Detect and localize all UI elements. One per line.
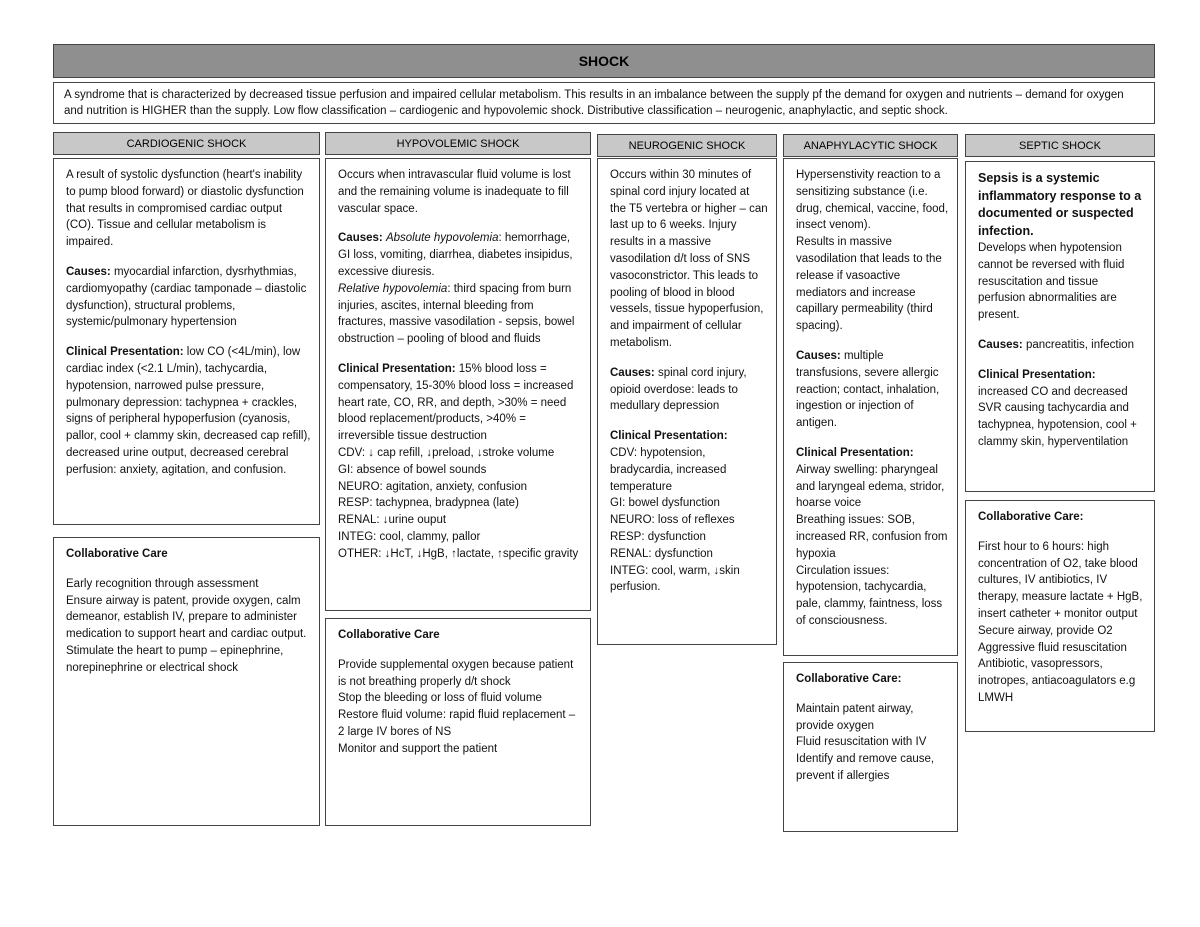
hypovolemic-line: INTEG: cool, clammy, pallor <box>338 530 481 543</box>
anaphylactic-causes: Causes: multiple transfusions, severe allergic reaction; contact, inhalation, ingestion or injection of antigen. <box>796 349 940 430</box>
cardiogenic-clinical: Clinical Presentation: low CO (<4L/min), low cardiac index (<2.1 L/min), tachycardia, hypotension, narrowed pulse pressure, pulmonary depression: tachypnea + crackles, signs of peripheral hypoperfusion (cyanosis, pallor, cool + clammy skin, decreased cap refill), decreased urine output, decreased cerebral perfusion: anxiety, agitation, and confusion. <box>66 346 311 476</box>
anaphylactic-line: Airway swelling: pharyngeal and laryngeal edema, stridor, hoarse voice <box>796 463 945 510</box>
hypovolemic-body <box>325 158 591 611</box>
cardiogenic-header: CARDIOGENIC SHOCK <box>53 132 320 155</box>
neurogenic-causes: Causes: spinal cord injury, opioid overdose: leads to medullary depression <box>610 366 747 413</box>
neurogenic-line: RESP: dysfunction <box>610 530 706 543</box>
anaphylactic-clinical-label: Clinical Presentation: <box>796 446 914 459</box>
hypovolemic-relative: Relative hypovolemia: third spacing from burn injuries, ascites, internal bleeding from fractures, massive vasodilation - sepsis, bowel obstruction – pooling of blood and fluids <box>338 282 575 346</box>
neurogenic-line: CDV: hypotension, bradycardia, increased temperature <box>610 446 727 493</box>
neurogenic-line: INTEG: cool, warm, ↓skin perfusion. <box>610 564 740 594</box>
hypovolemic-line: OTHER: ↓HcT, ↓HgB, ↑lactate, ↑specific gravity <box>338 547 579 560</box>
care-line: Provide supplemental oxygen because patient is not breathing properly d/t shock <box>338 658 574 688</box>
neurogenic-clinical-label: Clinical Presentation: <box>610 430 728 443</box>
care-line: Ensure airway is patent, provide oxygen, calm demeanor, establish IV, prepare to administer medication to support heart and cardiac output. <box>66 594 307 641</box>
anaphylactic-line: Breathing issues: SOB, increased RR, confusion from hypoxia <box>796 514 948 560</box>
care-line: Stimulate the heart to pump – epinephrine, norepinephrine or electrical shock <box>66 644 284 674</box>
hypovolemic-clinical: Clinical Presentation: 15% blood loss = compensatory, 15-30% blood loss = increased heart rate, CO, RR, and depth, >30% = need blood replacement/products, >40% = irreversible tissue destruction <box>338 362 574 443</box>
care-line: Antibiotic, vasopressors, inotropes, antiacoagulators e.g LMWH <box>978 658 1136 704</box>
cardiogenic-care-title: Collaborative Care <box>66 548 168 560</box>
care-line: Fluid resuscitation with IV <box>796 736 927 749</box>
care-line: First hour to 6 hours: high concentration of O2, take blood cultures, IV antibiotics, IV therapy, measure lactate + HgB, insert catheter + monitor output <box>978 540 1143 620</box>
hypovolemic-care <box>325 618 591 826</box>
hypovolemic-header: HYPOVOLEMIC SHOCK <box>325 132 591 155</box>
hypovolemic-care-title: Collaborative Care <box>338 629 440 641</box>
neurogenic-line: GI: bowel dysfunction <box>610 497 720 510</box>
care-line: Early recognition through assessment <box>66 577 259 590</box>
hypovolemic-description: Occurs when intravascular fluid volume is lost and the remaining volume is inadequate to fill vascular space. <box>338 169 571 215</box>
anaphylactic-description-2: Results in massive vasodilation that leads to the release if vasoactive mediators and increase capillary permeability (third spacing). <box>796 236 942 333</box>
anaphylactic-body <box>783 158 958 656</box>
neurogenic-body <box>597 158 777 645</box>
septic-header: SEPTIC SHOCK <box>965 134 1155 157</box>
cardiogenic-body <box>53 158 320 525</box>
care-line: Maintain patent airway, provide oxygen <box>796 702 914 732</box>
septic-clinical-label: Clinical Presentation: <box>978 368 1096 381</box>
septic-clinical: increased CO and decreased SVR causing tachycardia and tachypnea, hypotension, cool + clammy skin, hyperventilation <box>978 385 1137 448</box>
anaphylactic-header: ANAPHYLACYTIC SHOCK <box>783 134 958 157</box>
intro-definition: A syndrome that is characterized by decreased tissue perfusion and impaired cellular metabolism. This results in an imbalance between the supply pf the demand for oxygen and nutrients – demand for oxygen and nutrition is HIGHER than the supply. Low flow classification – cardiogenic and hypovolemic shock. Distributive classification – neurogenic, anaphylactic, and septic shock. <box>53 82 1155 124</box>
care-line: Identify and remove cause, prevent if allergies <box>796 753 935 782</box>
hypovolemic-causes: Causes: Absolute hypovolemia: hemorrhage, GI loss, vomiting, diarrhea, diabetes insipidus, excessive diuresis. <box>338 232 573 278</box>
cardiogenic-description: A result of systolic dysfunction (heart's inability to pump blood forward) or diastolic dysfunction that results in compromised cardiac output (CO). Tissue and cellular metabolism is impaired. <box>66 169 304 249</box>
care-line: Stop the bleeding or loss of fluid volume <box>338 692 542 705</box>
cardiogenic-care <box>53 537 320 826</box>
hypovolemic-line: RESP: tachypnea, bradypnea (late) <box>338 497 519 510</box>
anaphylactic-care-title: Collaborative Care: <box>796 673 902 685</box>
neurogenic-line: RENAL: dysfunction <box>610 547 713 560</box>
neurogenic-description: Occurs within 30 minutes of spinal cord injury located at the T5 vertebra or higher – can last up to 6 weeks. Injury results in a massive vasodilation d/t loss of SNS vasoconstrictor. This leads to pooling of blood in blood vessels, tissue hypoperfusion, and impairment of cellular metabolism. <box>610 169 768 349</box>
cardiogenic-causes: Causes: myocardial infarction, dysrhythmias, cardiomyopathy (cardiac tamponade – diastolic dysfunction), structural problems, systemic/pulmonary hypertension <box>66 265 307 329</box>
neurogenic-line: NEURO: loss of reflexes <box>610 514 735 527</box>
anaphylactic-care <box>783 662 958 832</box>
hypovolemic-line: RENAL: ↓urine ouput <box>338 514 447 527</box>
anaphylactic-description: Hypersenstivity reaction to a sensitizing substance (i.e. drug, chemical, vaccine, food, insect venom). <box>796 169 949 232</box>
care-line: Secure airway, provide O2 <box>978 624 1113 637</box>
hypovolemic-line: GI: absence of bowel sounds <box>338 463 487 476</box>
septic-care <box>965 500 1155 732</box>
hypovolemic-line: CDV: ↓ cap refill, ↓preload, ↓stroke volume <box>338 446 555 459</box>
septic-lead: Sepsis is a systemic inflammatory response to a documented or suspected infection. <box>978 171 1142 238</box>
neurogenic-header: NEUROGENIC SHOCK <box>597 134 777 157</box>
care-line: Aggressive fluid resuscitation <box>978 641 1127 654</box>
septic-body <box>965 161 1155 492</box>
septic-causes: Causes: pancreatitis, infection <box>978 338 1134 351</box>
care-line: Restore fluid volume: rapid fluid replacement – 2 large IV bores of NS <box>338 709 576 738</box>
care-line: Monitor and support the patient <box>338 742 498 755</box>
hypovolemic-line: NEURO: agitation, anxiety, confusion <box>338 480 527 493</box>
septic-description: Develops when hypotension cannot be reversed with fluid resuscitation and tissue perfusion abnormalities are present. <box>978 242 1125 322</box>
anaphylactic-line: Circulation issues: hypotension, tachycardia, pale, clammy, faintness, loss of consciousness. <box>796 564 943 627</box>
page-title: SHOCK <box>53 44 1155 78</box>
septic-care-title: Collaborative Care: <box>978 511 1084 523</box>
